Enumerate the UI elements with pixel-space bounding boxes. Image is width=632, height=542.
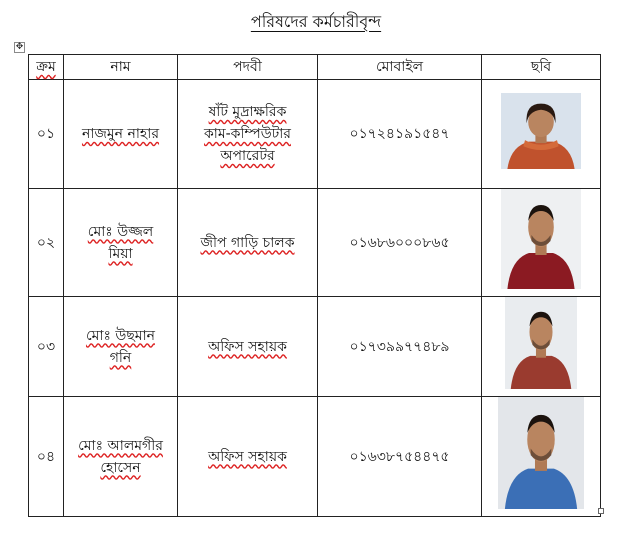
- staff-photo: [498, 397, 584, 509]
- staff-table: [28, 54, 601, 517]
- post-cell: অফিস সহায়ক: [178, 297, 318, 397]
- mobile-cell: ০১৬৩৮৭৫৪৪৭৫: [318, 397, 482, 517]
- mobile-cell: ০১৭৩৯৯৭৭৪৮৯: [318, 297, 482, 397]
- table-resize-handle[interactable]: [598, 508, 604, 514]
- header-name: নাম: [64, 55, 178, 80]
- table-row: [29, 397, 601, 517]
- serial-cell: ০৪: [29, 397, 64, 517]
- page-title: পরিষদের কর্মচারীবৃন্দ: [250, 12, 382, 31]
- table-move-handle-icon[interactable]: ✥: [15, 42, 24, 52]
- staff-photo: [501, 189, 581, 289]
- header-photo: ছবি: [482, 55, 601, 80]
- name-cell: নাজমুন নাহার: [64, 80, 178, 189]
- photo-cell: [482, 80, 601, 189]
- mobile-cell: ০১৬৮৬০০০৮৬৫: [318, 189, 482, 297]
- photo-cell: [482, 297, 601, 397]
- name-cell: মোঃ আলমগীর হোসেন: [64, 397, 178, 517]
- serial-cell: ০১: [29, 80, 64, 189]
- header-serial: ক্রম: [29, 55, 64, 80]
- header-mobile: মোবাইল: [318, 55, 482, 80]
- post-cell: ষাঁট মুদ্রাক্ষরিক কাম-কম্পিউটার অপারেটর: [178, 80, 318, 189]
- name-cell: মোঃ উছমান গনি: [64, 297, 178, 397]
- table-row: [29, 297, 601, 397]
- table-row: [29, 189, 601, 297]
- name-cell: মোঃ উজ্জল মিয়া: [64, 189, 178, 297]
- staff-photo: [505, 297, 577, 389]
- header-post: পদবী: [178, 55, 318, 80]
- serial-cell: ০২: [29, 189, 64, 297]
- table-row: [29, 80, 601, 189]
- serial-cell: ০৩: [29, 297, 64, 397]
- post-cell: জীপ গাড়ি চালক: [178, 189, 318, 297]
- photo-cell: [482, 397, 601, 517]
- photo-cell: [482, 189, 601, 297]
- post-cell: অফিস সহায়ক: [178, 397, 318, 517]
- table-header-row: [29, 55, 601, 80]
- mobile-cell: ০১৭২৪১৯১৫৪৭: [318, 80, 482, 189]
- staff-photo: [501, 93, 581, 169]
